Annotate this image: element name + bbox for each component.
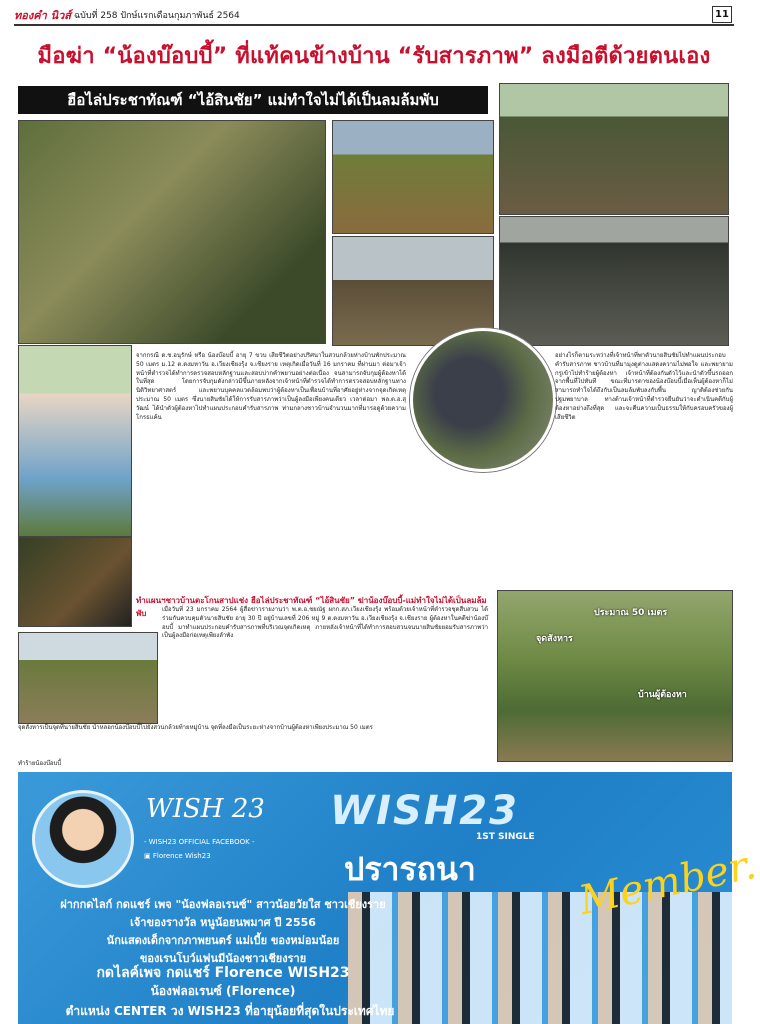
article-subhead: ทำแผนฯชาวบ้านตะโกนสาปแช่ง ฮือไล่ประชาทัณฑ์ “ไอ้สินชัย” ฆ่าน้องบ๊อบบี้-แม่ทำใจไม่ได้เป็นลมล้มพับ (136, 596, 487, 618)
photo-suspect-circle (410, 328, 556, 472)
member-script: Member. (575, 841, 760, 925)
avatar (32, 790, 134, 888)
facebook-title: - WISH23 OFFICIAL FACEBOOK - (144, 838, 255, 846)
newspaper-logo: ทองคำ นิวส์ (14, 9, 72, 22)
ad-line: เจ้าของรางวัล หนูน้อยนพมาศ ปี 2556 (130, 916, 316, 929)
ad-name: กดไลค์เพจ กดแชร์ Florence WISH23 (96, 965, 350, 981)
wish-logo-big: WISH23 (330, 788, 519, 834)
article-column-3: เมื่อวันที่ 23 มกราคม 2564 ผู้สื่อข่าวรายงานว่า พ.ต.อ.ชยณัฐ ผกก.สภ.เวียงเชียงรุ้ง พร้อมด้วยเจ้าหน้าที่ตำรวจชุดสืบสวน ได้ร่วมกันควบคุมตัวนายสินชัย อายุ 30 ปี อยู่บ้านเลขที่ 206 หมู่ 9 ต.ดงมหาวัน อ.เวียงเชียงรุ้ง จ.เชียงราย ผู้ต้องหาในคดีฆ่าน้องบ๊อบบี้ มาทำแผนประกอบคำรับสารภาพที่บริเวณจุดเกิดเหตุ ภายหลังเจ้าหน้าที่ได้ทำการสอบสวนจนนายสินชัยยอมรับสารภาพว่าเป็นผู้ลงมือก่อเหตุเพียงลำพัง (162, 606, 488, 640)
photo-crime-reenactment (18, 632, 158, 724)
ad-nickname: น้องฟลอเรนซ์ (Florence) (150, 984, 296, 998)
distance-label: ประมาณ 50 เมตร (594, 608, 668, 618)
ad-promo-text (58, 896, 388, 968)
page-header (14, 6, 734, 26)
headline: มือฆ่า “น้องบ๊อบบี้” ที่แท้คนข้างบ้าน “รับสารภาพ” ลงมือตีด้วยตนเอง (37, 44, 711, 69)
photo-mother-fainting (18, 537, 132, 627)
photo-crowd (499, 83, 729, 215)
ad-line: ฝากกดไลก์ กดแชร์ เพจ "น้องฟลอเรนซ์" สาวน้อยวัยใส ชาวเชียงราย (60, 898, 386, 911)
spot-kill-label: จุดสังหาร (536, 634, 573, 644)
subheadline-bar: ฮือไล่ประชาทัณฑ์ “ไอ้สินชัย” แม่ทำใจไม่ได้เป็นลมล้มพับ (18, 86, 488, 114)
single-label: 1ST SINGLE (476, 832, 535, 842)
photo-victim-child (18, 345, 132, 537)
page-number: 11 (712, 6, 732, 23)
facebook-page-name: Florence Wish23 (152, 852, 211, 860)
ad-position: ตำแหน่ง CENTER วง WISH23 ที่อายุน้อยที่สุดในประเทศไทย (65, 1004, 395, 1018)
ad-line: ของเรนโบว์แฟนมีน้องชาวเชียงราย (139, 952, 307, 965)
photo-field (332, 120, 494, 234)
facebook-icon: ▣ (144, 852, 153, 860)
facebook-page (144, 852, 211, 860)
song-title: ปรารถนา (344, 850, 476, 888)
article-column-4: จุดสังหารเป็นจุดที่นายสินชัย นำหลอกน้องบ๊อบบี้ไปยังสวนกล้วยท้ายหมู่บ้าน จุดที่ลงมือเป็นระยะห่างจากบ้านผู้ต้องหาเพียงประมาณ 50 เมตร (18, 724, 373, 731)
wish-logo-small: WISH 23 (146, 794, 265, 824)
issue-info: ฉบับที่ 258 ปักษ์แรกเดือนกุมภาพันธ์ 2564 (74, 11, 240, 21)
photo-house (499, 216, 729, 346)
advertisement (18, 772, 760, 1024)
ad-line: นักแสดงเด็กจากภาพยนตร์ แม่เบี้ย ของหม่อมน้อย (106, 934, 340, 947)
article-column-2: อย่างไรก็ตามระหว่างที่เจ้าหน้าที่พาตัวนายสินชัยไปทำแผนประกอบคำรับสารภาพ ชาวบ้านที่มามุงดูต่างแสดงความไม่พอใจ และพยายามกรูเข้าไปทำร้ายผู้ต้องหา เจ้าหน้าที่ต้องกันตัวไว้และนำตัวขึ้นรถออกจากพื้นที่ไปทันที ขณะที่มารดาของน้องบ๊อบบี้เมื่อเห็นผู้ต้องหาก็ไม่สามารถทำใจได้ถึงกับเป็นลมล้มพับลงกับพื้น ญาติต้องช่วยกันปฐมพยาบาล ทางด้านเจ้าหน้าที่ตำรวจยืนยันว่าจะดำเนินคดีกับผู้ต้องหาอย่างถึงที่สุด และจะคืนความเป็นธรรมให้กับครอบครัวของผู้เสียชีวิต (555, 352, 733, 421)
spot-house-label: บ้านผู้ต้องหา (638, 690, 687, 700)
article-tail: ทำร้ายน้องบ๊อบบี้ (18, 760, 62, 767)
photo-arrest-scene (18, 120, 326, 344)
article-column-1: จากกรณี ด.ช.อนุรักษ์ หรือ น้องบ๊อบบี้ อายุ 7 ขวบ เสียชีวิตอย่างปริศนาในสวนกล้วยห่างบ้านพักประมาณ 50 เมตร ม.12 ต.ดงมหาวัน อ.เวียงเชียงรุ้ง จ.เชียงราย เหตุเกิดเมื่อวันที่ 16 มกราคม ที่ผ่านมา ต่อมาเจ้าหน้าที่ตำรวจได้ทำการตรวจสอบหลักฐานและสอบปากคำพยานอย่างต่อเนื่อง จนสามารถจับกุมผู้ต้องหาได้ในที่สุด โดยการจับกุมดังกล่าวมีขึ้นภายหลังจากเจ้าหน้าที่ตำรวจได้ทำการตรวจสอบหลักฐานทางนิติวิทยาศาสตร์ และพยานบุคคลแวดล้อมพบว่าผู้ต้องหาเป็นเพื่อนบ้านที่อาศัยอยู่ห่างจากจุดเกิดเหตุประมาณ 50 เมตร ซึ่งนายสินชัยได้ให้การรับสารภาพว่าเป็นผู้ลงมือเพียงคนเดียว เวลาต่อมา พล.ต.อ.สุวัฒน์ ได้นำตัวผู้ต้องหาไปทำแผนประกอบคำรับสารภาพ ท่ามกลางชาวบ้านจำนวนมากที่มารอดูด้วยความโกรธแค้น (136, 352, 406, 421)
